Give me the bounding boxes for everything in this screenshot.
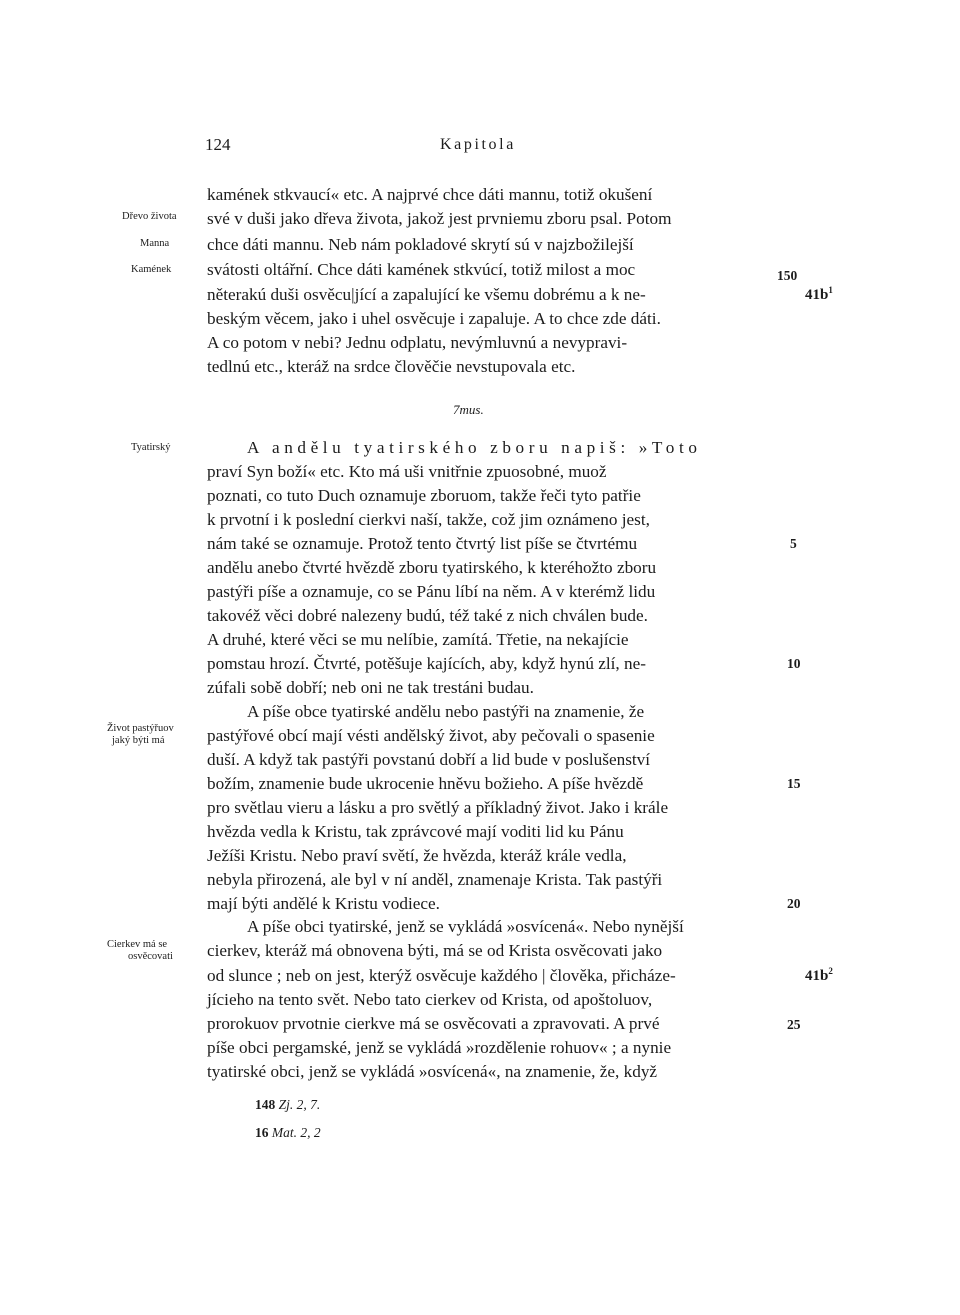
text-line: praví Syn boží« etc. Kto má uši vnitřnie zpuosobné, muož (207, 462, 607, 481)
text-line: duší. A když tak pastýři povstanú dobří a lid bude v poslušenství (207, 750, 651, 769)
text-line: poznati, co tuto Duch oznamuje zboruom, takže řeči tyto patřie (207, 486, 641, 505)
footnote-number: 148 (255, 1097, 276, 1112)
text-line: A co potom v nebi? Jednu odplatu, nevýmluvnú a nevypravi- (207, 333, 628, 352)
margin-note: Tyatirský (131, 442, 171, 453)
text-line: mají býti andělé k Kristu vodiece. (207, 894, 440, 913)
text-line: jícieho na tento svět. Nebo tato cierkev od Krista, od apoštoluov, (207, 990, 653, 1009)
manuscript-siglum: $41b^2$ (805, 966, 833, 984)
line-number: 15 (787, 776, 801, 791)
margin-note: jaký býti má (112, 735, 165, 746)
page-number: 124 (205, 135, 231, 154)
text-line: andělu anebo čtvrté hvězdě zboru tyatirského, k kteréhožto zboru (207, 558, 657, 577)
text-line: pro světlau vieru a lásku a pro světlý a příkladný život. Jako i krále (207, 798, 669, 817)
text-line: Ježíši Kristu. Nebo praví světí, že hvězda, kteráž krále vedla, (207, 846, 627, 865)
margin-note: Kamének (131, 264, 172, 275)
text-line: cierkev, kteráž má obnovena býti, má se od Krista osvěcovati jako (207, 941, 663, 960)
footnote-number: 16 (255, 1125, 269, 1140)
footnote (255, 1125, 321, 1141)
margin-note: Cierkev má se (107, 939, 168, 950)
margin-note: Život pastýřuov (107, 723, 174, 734)
text-line: své v duši jako dřeva života, jakož jest prvniemu zboru psal. Potom (207, 209, 672, 228)
text-line: A píše obci tyatirské, jenž se vykládá »osvícená«. Nebo nynější (247, 917, 684, 936)
line-number: 25 (787, 1017, 801, 1032)
text-line: tyatirské obci, jenž se vykládá »osvícená«, na znamenie, že, když (207, 1062, 658, 1081)
text-line: takovéž věci dobré nalezeny budú, též také z nich chválen bude. (207, 606, 648, 625)
text-line: božím, znamenie bude ukrocenie hněvu božieho. A píše hvězdě (207, 774, 644, 793)
line-number: 5 (790, 536, 797, 551)
text-line: nám také se oznamuje. Protož tento čtvrtý list píše se čtvrtému (207, 534, 638, 553)
text-line: pastýři píše a oznamuje, co se Pánu líbí na něm. A v kterémž lidu (207, 582, 656, 601)
chapter-mark: 7mus. (453, 402, 484, 417)
footnote-reference: Zj. 2, 7. (278, 1097, 321, 1112)
text-line: pastýřové obcí mají vésti andělský život, aby pečovali o spasenie (207, 726, 655, 745)
text-line: hvězda vedla k Kristu, tak zprávcové mají voditi lid ku Pánu (207, 822, 624, 841)
margin-note: osvěcovati (128, 951, 173, 962)
text-line: prorokuov prvotnie cierkve má se osvěcovati a zpravovati. A prvé (207, 1014, 660, 1033)
line-number: 150 (777, 268, 798, 283)
text-line: zúfali sobě dobří; neb oni ne tak trestáni budau. (207, 678, 534, 697)
text-line: od slunce ; neb on jest, kterýž osvěcuje každého | člověka, přicháze- (207, 966, 676, 985)
text-line: pomstau hrozí. Čtvrté, potěšuje kajících, aby, když hynú zlí, ne- (207, 654, 646, 673)
margin-note: Dřevo života (122, 211, 177, 222)
line-number: 20 (787, 896, 801, 911)
text-line: kamének stkvaucí« etc. A najprvé chce dáti mannu, totiž okušení (207, 185, 653, 204)
line-number: 10 (787, 656, 801, 671)
margin-note: Manna (140, 238, 170, 249)
running-head: Kapitola (440, 136, 516, 153)
text-line: beským věcem, jako i uhel osvěcuje i zapaluje. A to chce zde dáti. (207, 309, 661, 328)
text-line: svátosti oltářní. Chce dáti kamének stkvúcí, totiž milost a moc (207, 260, 636, 279)
text-line: A druhé, které věci se mu nelíbie, zamítá. Třetie, na nekajície (207, 630, 629, 649)
footnote (255, 1097, 320, 1113)
manuscript-siglum: $41b^1$ (805, 285, 833, 303)
text-line: k prvotní i k poslední cierkvi naší, takže, což jim oznámeno jest, (207, 510, 650, 529)
text-line: nebyla přirozená, ale byl v ní anděl, znamenaje Krista. Tak pastýři (207, 870, 663, 889)
section-heading-line: A andělu tyatirského zboru napiš: »Toto (247, 438, 702, 457)
text-line: píše obci pergamské, jenž se vykládá »rozdělenie rohuov« ; a nynie (207, 1038, 672, 1057)
text-line: A píše obce tyatirské andělu nebo pastýři na znamenie, že (247, 702, 645, 721)
text-line: něterakú duši osvěcu|jící a zapalující ke všemu dobrému a k ne- (207, 285, 646, 304)
footnote-reference: Mat. 2, 2 (271, 1125, 321, 1140)
text-line: tedlnú etc., kteráž na srdce člověčie nevstupovala etc. (207, 357, 576, 376)
text-line: chce dáti mannu. Neb nám pokladové skrytí sú v najzbožilejší (207, 235, 634, 254)
